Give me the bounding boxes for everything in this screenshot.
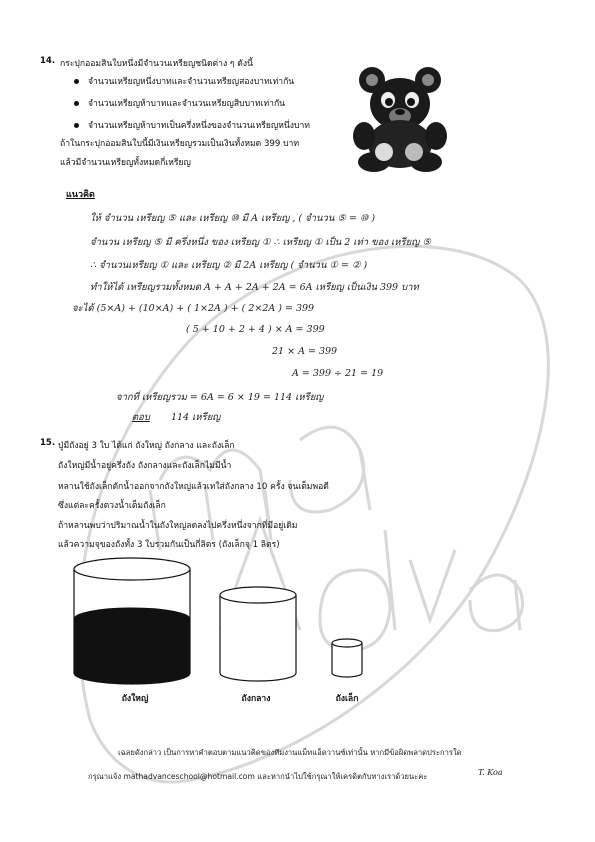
solution-line: ทำให้ได้ เหรียญรวมทั้งหมด A + A + 2A + 2A = 6A เหรียญ เป็นเงิน 399 บาท	[90, 282, 419, 293]
small-bucket	[332, 639, 362, 677]
question-15-line: ถ้าหลานพบว่าปริมาณน้ำในถังใหญ่ลดลงไปครึ่งหนึ่งจากที่มีอยู่เดิม	[58, 521, 298, 531]
solution-line: จะได้ (5×A) + (10×A) + ( 1×2A ) + ( 2×2A ) = 399	[72, 303, 315, 314]
buckets-figure	[70, 555, 380, 685]
question-14-number: 14.	[40, 56, 56, 66]
question-14-bullet: จำนวนเหรียญห้าบาทและจำนวนเหรียญสิบบาทเท่ากัน	[74, 96, 285, 110]
medium-bucket	[220, 587, 296, 681]
question-14-bullet: จำนวนเหรียญห้าบาทเป็นครึ่งหนึ่งของจำนวนเหรียญหนึ่งบาท	[74, 118, 310, 132]
solution-line: A = 399 ÷ 21 = 19	[292, 368, 384, 379]
solution-line: จำนวน เหรียญ ⑤ มี ครึ่งหนึ่ง ของ เหรียญ ① ∴ เหรียญ ① เป็น 2 เท่า ของ เหรียญ ⑤	[90, 237, 431, 248]
question-15-line: ปู่มีถังอยู่ 3 ใบ ได้แก่ ถังใหญ่ ถังกลาง และถังเล็ก	[58, 441, 235, 451]
solution-line: 21 × A = 399	[272, 346, 338, 357]
question-15-number: 15.	[40, 438, 56, 448]
question-14-question: แล้วมีจำนวนเหรียญทั้งหมดกี่เหรียญ	[60, 158, 191, 168]
question-15-line: แล้วความจุของถังทั้ง 3 ใบรวมกันเป็นกี่ลิตร (ถังเล็กจุ 1 ลิตร)	[58, 540, 280, 550]
author-signature: T. Koa	[478, 768, 503, 777]
solution-heading: แนวคิด	[66, 190, 95, 200]
bullet-icon	[74, 79, 79, 84]
question-15-line: ซึ่งแต่ละครั้งตวงน้ำเต็มถังเล็ก	[58, 501, 166, 511]
answer-value: 114 เหรียญ	[170, 412, 221, 423]
big-bucket	[74, 558, 190, 684]
solution-line: ∴ จำนวนเหรียญ ① และ เหรียญ ② มี 2A เหรียญ ( จำนวน ① = ② )	[90, 260, 368, 271]
teddy-bear-image	[348, 64, 452, 172]
footer-disclaimer: เฉลยดังกล่าว เป็นการหาคำตอบตามแนวคิดของทีมงานแม็ทแอ็ดวานซ์เท่านั้น หากมีข้อผิดพลาดประการใด	[118, 748, 462, 757]
big-bucket-caption: ถังใหญ่	[121, 694, 149, 704]
solution-line: จากที่ เหรียญรวม = 6A = 6 × 19 = 114 เหรียญ	[116, 392, 324, 403]
small-bucket-caption: ถังเล็ก	[335, 694, 359, 704]
answer-label: ตอบ	[132, 412, 150, 423]
question-14-condition: ถ้าในกระปุกออมสินใบนี้มีเงินเหรียญรวมเป็นเงินทั้งหมด 399 บาท	[60, 139, 300, 149]
question-14-intro: กระปุกออมสินใบหนึ่งมีจำนวนเหรียญชนิดต่าง ๆ ดังนี้	[60, 59, 253, 69]
question-14-bullet: จำนวนเหรียญหนึ่งบาทและจำนวนเหรียญสองบาทเท่ากัน	[74, 74, 294, 88]
question-15-line: ถังใหญ่มีน้ำอยู่ครึ่งถัง ถังกลางและถังเล็กไม่มีน้ำ	[58, 461, 232, 471]
answer-line	[132, 410, 220, 425]
question-15-line: หลานใช้ถังเล็กตักน้ำออกจากถังใหญ่แล้วเทใส่ถังกลาง 10 ครั้ง จนเต็มพอดี	[58, 482, 329, 492]
footer-contact: กรุณาแจ้ง mathadvanceschool@hotmail.com และหากนำไปใช้กรุณาให้เครดิตกับทางเราด้วยนะคะ	[88, 772, 428, 781]
bullet-icon	[74, 123, 79, 128]
solution-line: ( 5 + 10 + 2 + 4 ) × A = 399	[186, 324, 325, 335]
bullet-icon	[74, 101, 79, 106]
solution-line: ให้ จำนวน เหรียญ ⑤ และ เหรียญ ⑩ มี A เหรียญ , ( จำนวน ⑤ = ⑩ )	[90, 213, 376, 224]
medium-bucket-caption: ถังกลาง	[241, 694, 271, 704]
